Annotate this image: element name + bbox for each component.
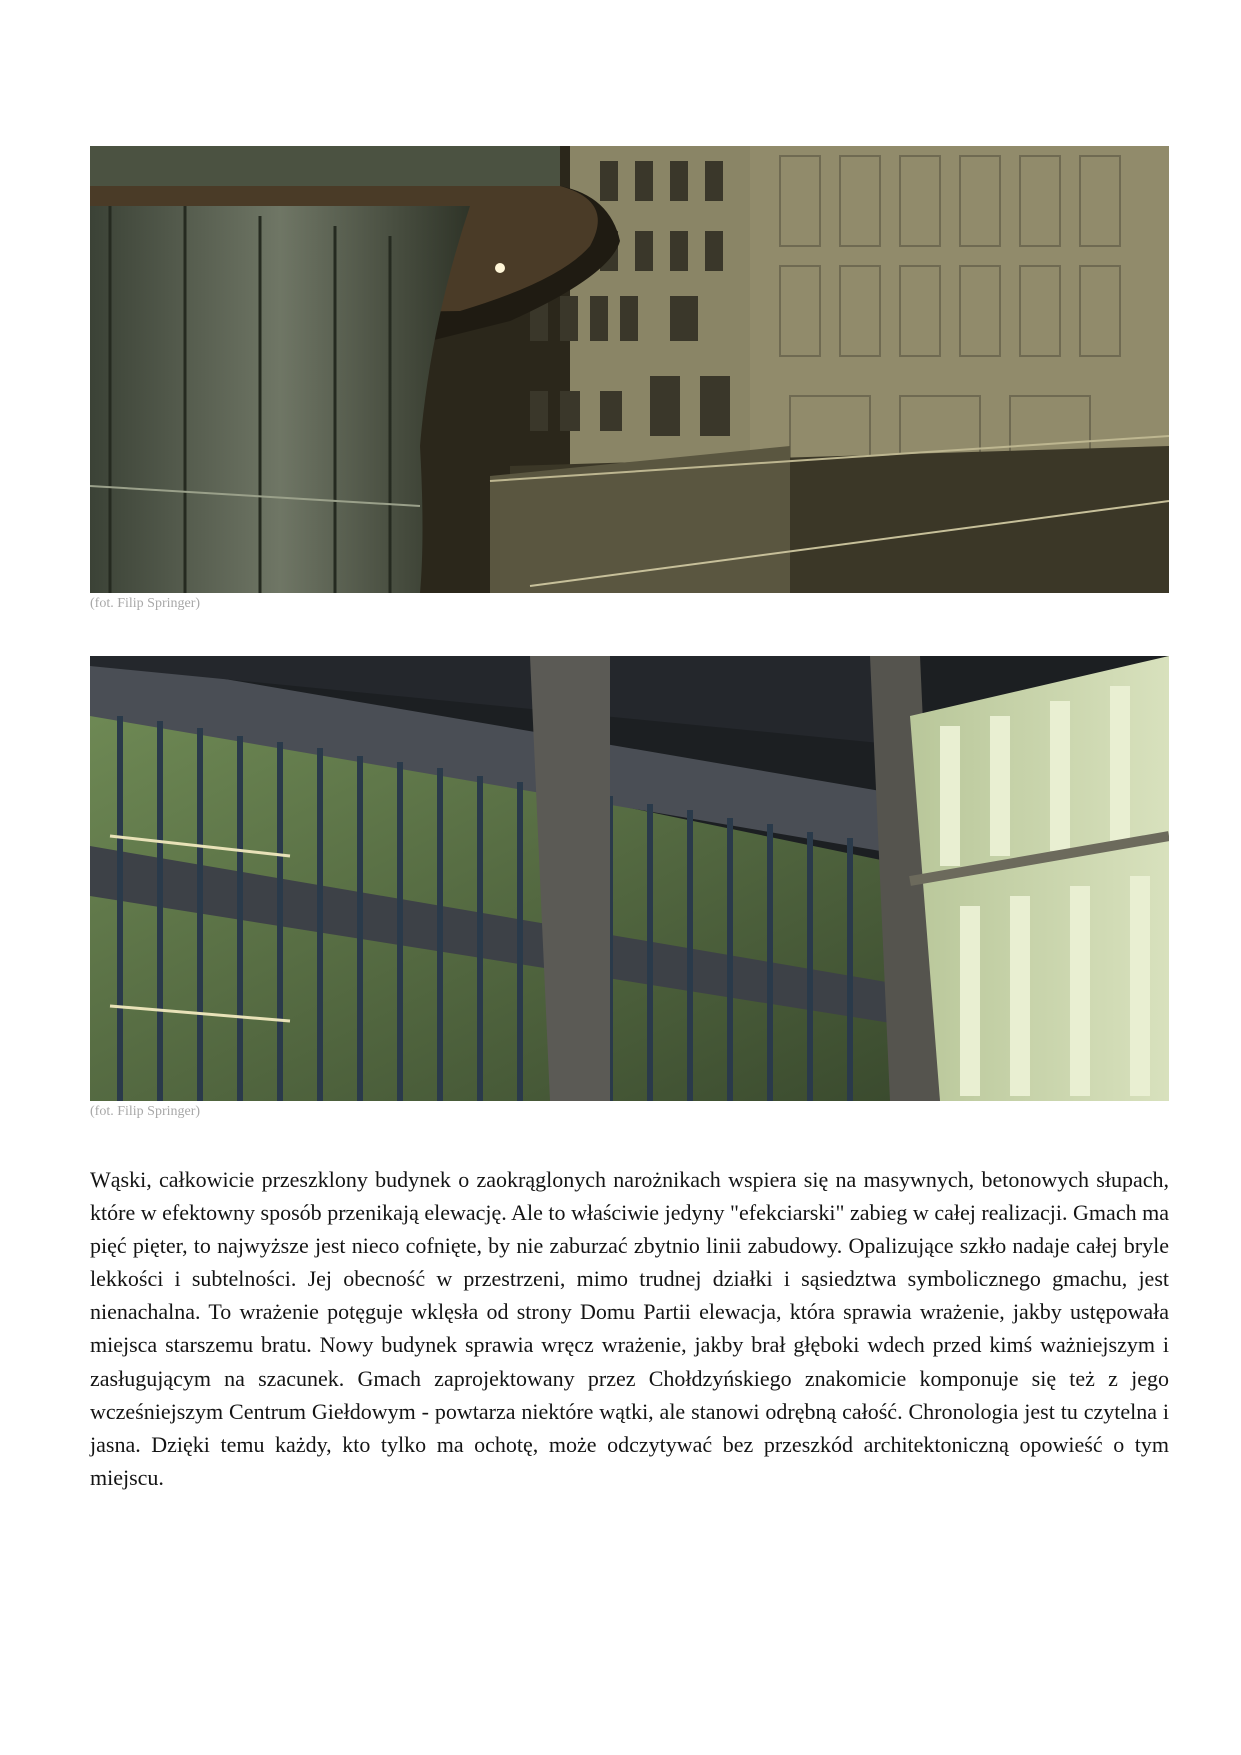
photo-1-illustration	[90, 146, 1169, 593]
body-paragraph: Wąski, całkowicie przeszklony budynek o zaokrąglonych narożnikach wspiera się na masywnych, betonowych słupach, które w efektowny sposób przenikają elewację. Ale to właściwie jedyny "efekciarski" zabieg w całej realizacji. Gmach ma pięć pięter, to najwyższe jest nieco cofnięte, by nie zaburzać zbytnio linii zabudowy. Opalizujące szkło nadaje całej bryle lekkości i subtelności. Jej obecność w przestrzeni, mimo trudnej działki i sąsiedztwa symbolicznego gmachu, jest nienachalna. To wrażenie potęguje wklęsła od strony Domu Partii elewacja, która sprawia wrażenie, jakby ustępowała miejsca starszemu bratu. Nowy budynek sprawia wręcz wrażenie, jakby brał głęboki wdech przed kimś ważniejszym i zasługującym na szacunek. Gmach zaprojektowany przez Chołdzyńskiego znakomicie komponuje się też z jego wcześniejszym Centrum Giełdowym - powtarza niektóre wątki, ale stanowi odrębną całość. Chronologia jest tu czytelna i jasna. Dzięki temu każdy, kto tylko ma ochotę, może odczytywać bez przeszkód architektoniczną opowieść o tym miejscu.	[90, 1167, 1169, 1490]
photo-caption: (fot. Filip Springer)	[90, 596, 201, 611]
photo-2-illustration	[90, 656, 1169, 1101]
photo-building-night-1	[90, 146, 1169, 593]
photo-building-night-2	[90, 656, 1169, 1101]
photo-caption: (fot. Filip Springer)	[90, 1104, 201, 1119]
